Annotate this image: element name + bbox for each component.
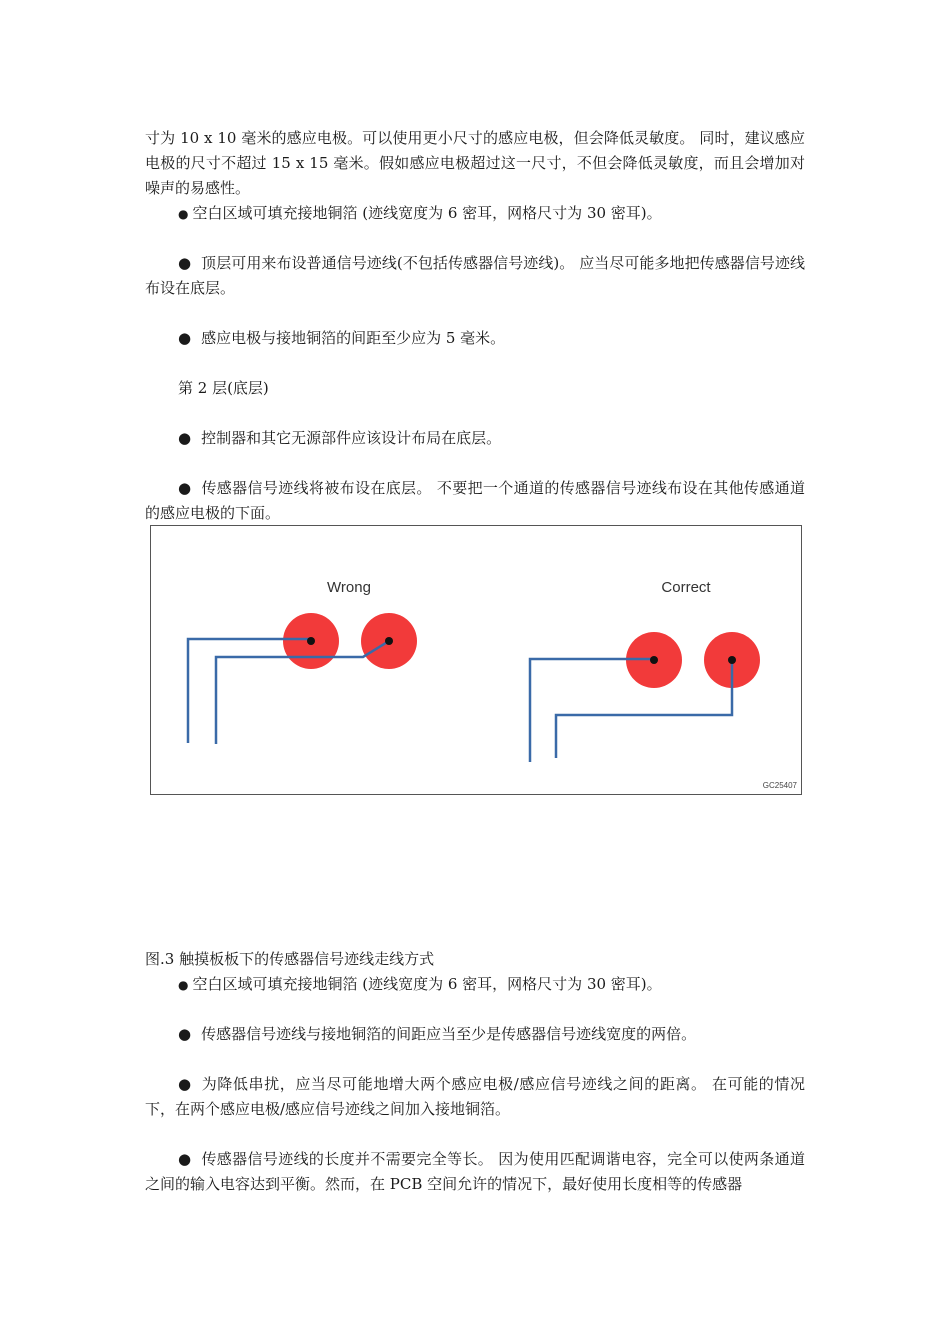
trace-routing-figure	[150, 525, 802, 795]
bullet-text: 顶层可用来布设普通信号迹线(不包括传感器信号迹线)。 应当尽可能多地把传感器信号迹线布设在底层。	[145, 254, 805, 297]
bullet-icon: ●	[178, 329, 192, 347]
bullet-text: 传感器信号迹线的长度并不需要完全等长。 因为使用匹配调谐电容，完全可以使两条通道之间的输入电容达到平衡。然而，在 PCB 空间允许的情况下，最好使用长度相等的传感器	[145, 1150, 805, 1193]
figure-caption: 图.3 触摸板板下的传感器信号迹线走线方式	[145, 950, 435, 968]
bullet-icon: ●	[178, 479, 192, 497]
bullet-item-trace-spacing	[145, 1022, 805, 1047]
layer-heading: 第 2 层(底层)	[178, 379, 269, 397]
bullet-text: 控制器和其它无源部件应该设计布局在底层。	[201, 429, 502, 447]
via-wrong-2	[385, 637, 393, 645]
bullet-text: 空白区域可填充接地铜箔 (迹线宽度为 6 密耳，网格尺寸为 30 密耳)。	[192, 975, 662, 993]
bullet-icon: ●	[178, 1150, 192, 1168]
bullet-icon: ●	[178, 429, 192, 447]
bullet-item-bottom-components	[145, 426, 805, 451]
bullet-icon: ●	[178, 978, 189, 992]
bullet-icon: ●	[178, 207, 189, 221]
bullet-icon: ●	[178, 1025, 192, 1043]
bullet-text: 传感器信号迹线与接地铜箔的间距应当至少是传感器信号迹线宽度的两倍。	[201, 1025, 697, 1043]
bullet-item-trace-routing	[145, 476, 805, 526]
bullet-text: 感应电极与接地铜箔的间距至少应为 5 毫米。	[201, 329, 506, 347]
bullet-item-crosstalk	[145, 1072, 805, 1122]
bullet-text: 空白区域可填充接地铜箔 (迹线宽度为 6 密耳，网格尺寸为 30 密耳)。	[192, 204, 662, 222]
paragraph-electrode-size: 寸为 10 x 10 毫米的感应电极。可以使用更小尺寸的感应电极，但会降低灵敏度。 同时，建议感应电极的尺寸不超过 15 x 15 毫米。假如感应电极超过这一尺寸，不但会降低灵敏度，而且会增加对噪声的易感性。	[145, 129, 805, 197]
bullet-text: 传感器信号迹线将被布设在底层。 不要把一个通道的传感器信号迹线布设在其他传感通道的感应电极的下面。	[145, 479, 805, 522]
via-correct-1	[650, 656, 658, 664]
figure-code: GC25407	[762, 781, 797, 790]
bullet-item-electrode-spacing	[145, 326, 805, 351]
label-correct: Correct	[661, 579, 711, 596]
via-correct-2	[728, 656, 736, 664]
bullet-item-top-layer	[145, 251, 805, 301]
bullet-item-ground-fill	[145, 201, 805, 227]
trace-routing-diagram	[151, 526, 801, 794]
bullet-item-trace-length	[145, 1147, 805, 1197]
via-wrong-1	[307, 637, 315, 645]
bullet-item-ground-fill-2	[145, 972, 805, 998]
label-wrong: Wrong	[327, 579, 371, 596]
bullet-icon: ●	[178, 1075, 192, 1093]
trace-wrong-2	[216, 641, 389, 744]
bullet-icon: ●	[178, 254, 192, 272]
bullet-text: 为降低串扰，应当尽可能地增大两个感应电极/感应信号迹线之间的距离。 在可能的情况下，在两个感应电极/感应信号迹线之间加入接地铜箔。	[145, 1075, 806, 1118]
